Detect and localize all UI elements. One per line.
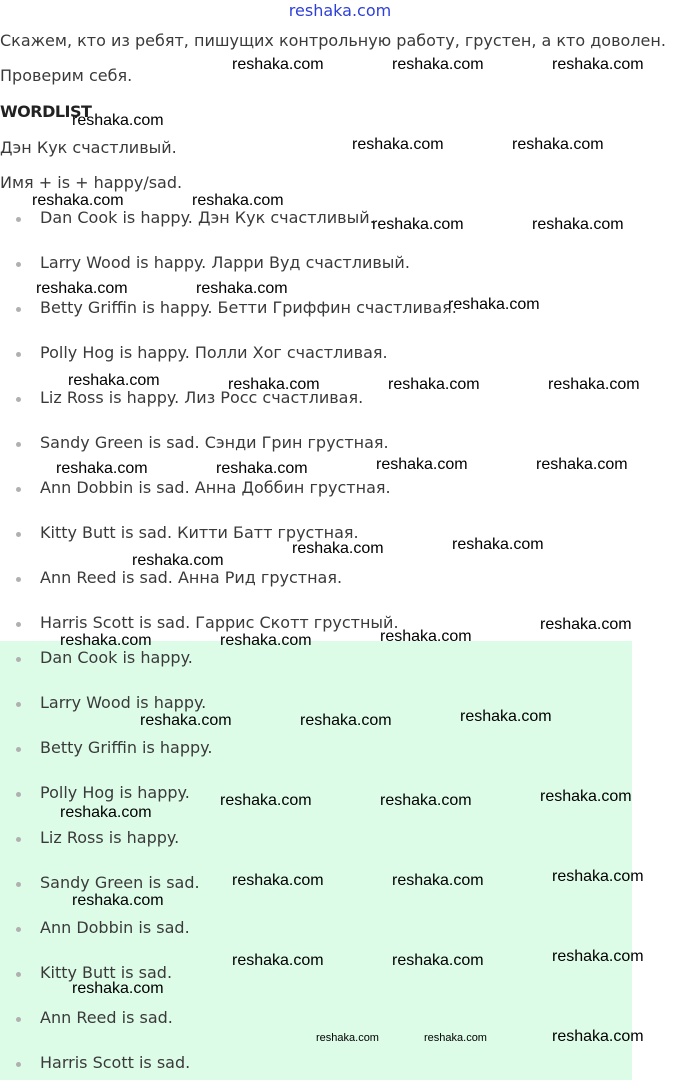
bullet-icon [16, 442, 21, 447]
watermark: reshaka.com [140, 712, 232, 729]
watermark: reshaka.com [552, 1028, 644, 1045]
watermark: reshaka.com [56, 460, 148, 477]
watermark: reshaka.com [512, 136, 604, 153]
watermark: reshaka.com [372, 216, 464, 233]
wordlist-heading: WORDLIST [0, 102, 92, 121]
bullet-icon [16, 972, 21, 977]
bullet-icon [16, 747, 21, 752]
pattern-text: Имя + is + happy/sad. [0, 173, 183, 192]
bullet-icon [16, 262, 21, 267]
watermark: reshaka.com [228, 376, 320, 393]
watermark: reshaka.com [540, 788, 632, 805]
watermark: reshaka.com [392, 872, 484, 889]
watermark: reshaka.com [316, 1032, 379, 1044]
watermark: reshaka.com [72, 892, 164, 909]
bullet-icon [16, 217, 21, 222]
example-text: Дэн Кук счастливый. [0, 138, 177, 157]
watermark: reshaka.com [68, 372, 160, 389]
watermark: reshaka.com [548, 376, 640, 393]
bullet-icon [16, 622, 21, 627]
watermark: reshaka.com [72, 980, 164, 997]
bullet-icon [16, 882, 21, 887]
watermark: reshaka.com [216, 460, 308, 477]
watermark: reshaka.com [552, 948, 644, 965]
bullet-icon [16, 307, 21, 312]
bullet-icon [16, 927, 21, 932]
watermark: reshaka.com [36, 280, 128, 297]
watermark: reshaka.com [192, 192, 284, 209]
bullet-icon [16, 487, 21, 492]
bullet-icon [16, 352, 21, 357]
watermark: reshaka.com [380, 792, 472, 809]
bullet-icon [16, 1017, 21, 1022]
watermark: reshaka.com [300, 712, 392, 729]
watermark: reshaka.com [552, 56, 644, 73]
watermark: reshaka.com [232, 872, 324, 889]
bullet-icon [16, 397, 21, 402]
watermark: reshaka.com [72, 112, 164, 129]
watermark: reshaka.com [552, 868, 644, 885]
watermark: reshaka.com [220, 792, 312, 809]
bullet-icon [16, 702, 21, 707]
watermark: reshaka.com [388, 376, 480, 393]
watermark: reshaka.com [376, 456, 468, 473]
watermark: reshaka.com [132, 552, 224, 569]
watermark: reshaka.com [392, 952, 484, 969]
intro-text: Скажем, кто из ребят, пишущих контрольную работу, грустен, а кто доволен. [0, 31, 666, 50]
watermark: reshaka.com [448, 296, 540, 313]
watermark: reshaka.com [540, 616, 632, 633]
bullet-icon [16, 837, 21, 842]
bullet-icon [16, 792, 21, 797]
bullet-icon [16, 1062, 21, 1067]
site-link[interactable]: reshaka.com [288, 1, 392, 20]
watermark: reshaka.com [536, 456, 628, 473]
watermark: reshaka.com [60, 804, 152, 821]
watermark: reshaka.com [232, 56, 324, 73]
watermark: reshaka.com [424, 1032, 487, 1044]
watermark: reshaka.com [352, 136, 444, 153]
watermark: reshaka.com [32, 192, 124, 209]
check-text: Проверим себя. [0, 66, 133, 85]
watermark: reshaka.com [532, 216, 624, 233]
watermark: reshaka.com [460, 708, 552, 725]
bullet-icon [16, 532, 21, 537]
watermark: reshaka.com [392, 56, 484, 73]
watermark: reshaka.com [452, 536, 544, 553]
watermark: reshaka.com [196, 280, 288, 297]
watermark: reshaka.com [292, 540, 384, 557]
watermark: reshaka.com [60, 632, 152, 649]
watermark: reshaka.com [232, 952, 324, 969]
bullet-icon [16, 577, 21, 582]
watermark: reshaka.com [220, 632, 312, 649]
watermark: reshaka.com [380, 628, 472, 645]
bullet-icon [16, 657, 21, 662]
